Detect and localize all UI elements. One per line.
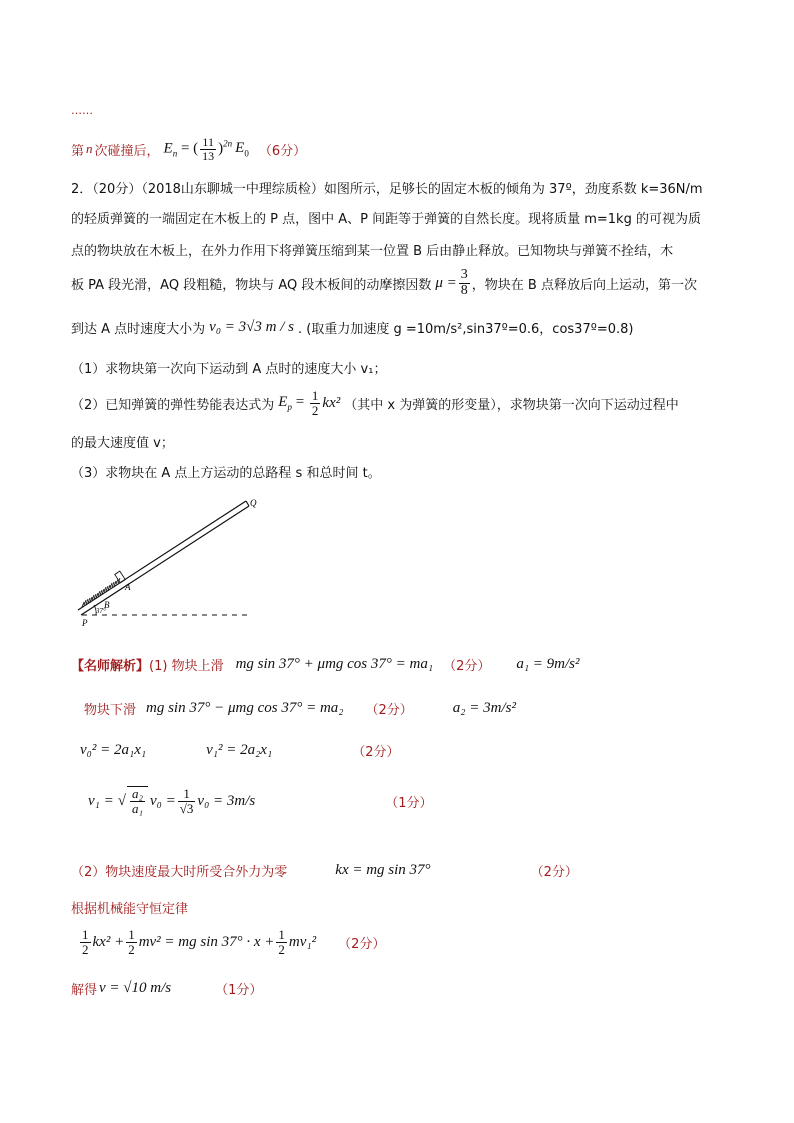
mu-formula: μ = bbox=[435, 274, 457, 291]
n-var: n bbox=[86, 141, 93, 156]
label-a: A bbox=[125, 582, 131, 592]
s2-score: （2分） bbox=[365, 702, 413, 718]
s2-eq: mg sin 37° − μmg cos 37° = ma₂ bbox=[146, 699, 344, 716]
s3-score: （2分） bbox=[352, 744, 400, 760]
problem-line-3: 点的物块放在木板上，在外力作用下将弹簧压缩到某一位置 B 后由静止释放。已知物块与弹簧不拴结，木 bbox=[71, 244, 674, 259]
score-6: （6分） bbox=[258, 143, 307, 159]
p2-score: （2分） bbox=[530, 864, 578, 880]
s3-eq1: v₀² = 2a₁x₁ bbox=[80, 741, 147, 758]
question-1: （1）求物块第一次向下运动到 A 点时的速度大小 v₁； bbox=[71, 362, 387, 377]
ellipsis: …… bbox=[71, 104, 93, 117]
problem-line-1: 2．（20分）（2018山东聊城一中理综质检）如图所示，足够长的固定木板的倾角为 37º，劲度系数 k=36N/m bbox=[71, 182, 703, 197]
s1-label: (1) 物块上滑 bbox=[149, 658, 224, 674]
s1-score: （2分） bbox=[443, 658, 491, 674]
v-result: v = √10 m/s bbox=[99, 979, 172, 996]
solution-line-4: v₁ = √ $\frac{\text{a₂}}{\text{a₁}}$ v₀ = $\frac{1}{√3}$ v₀ = 3m/s （1分） bbox=[88, 785, 433, 816]
s4-score: （1分） bbox=[385, 795, 433, 811]
energy-equation: $\frac{1}{2}$ kx² + $\frac{1}{2}$ mv² = mg sin 37° · x + $\frac{1}{2}$ mv₁² （2分） bbox=[82, 926, 386, 957]
label-p: P bbox=[82, 618, 88, 628]
p2-eq: kx = mg sin 37° bbox=[335, 861, 431, 878]
mu-fraction: $\frac{3}{8}$ bbox=[460, 266, 468, 298]
problem-line-5: 到达 A 点时速度大小为 v₀ = 3√3 m / s . (取重力加速度 g =10m/s²,sin37º=0.6，cos37º=0.8) bbox=[71, 319, 634, 337]
v0-formula: v₀ = 3√3 m / s bbox=[209, 319, 294, 335]
question-3: （3）求物块在 A 点上方运动的总路程 s 和总时间 t。 bbox=[71, 466, 381, 481]
part2-line bbox=[71, 858, 578, 882]
block bbox=[115, 571, 125, 583]
question-2-cont: 的最大速度值 v； bbox=[71, 436, 174, 451]
final-score: （1分） bbox=[215, 982, 263, 998]
p2-law: 根据机械能守恒定律 bbox=[71, 902, 189, 917]
final-result: 解得 v = √10 m/s （1分） bbox=[71, 979, 263, 998]
energy-result-line bbox=[71, 135, 306, 163]
problem-line-2: 的轻质弹簧的一端固定在木板上的 P 点，图中 A、P 间距等于弹簧的自然长度。现将质量 m=1kg 的可视为质 bbox=[71, 212, 701, 227]
solution-line-3 bbox=[80, 738, 399, 762]
problem-line-4: 板 PA 段光滑，AQ 段粗糙，物块与 AQ 段木板间的动摩擦因数 μ = $\frac{3}{8}$ ，物块在 B 点释放后向上运动，第一次 bbox=[71, 266, 697, 298]
label-b: B bbox=[104, 600, 110, 610]
incline-figure bbox=[70, 492, 270, 632]
text-mid: 次碰撞后， bbox=[94, 143, 160, 159]
p2-label: （2）物块速度最大时所受合外力为零 bbox=[71, 864, 288, 880]
s1-eq: mg sin 37° + μmg cos 37° = ma₁ bbox=[235, 655, 434, 672]
wooden-board bbox=[78, 501, 249, 615]
energy-eq-score: （2分） bbox=[338, 936, 386, 952]
s1-result: a₁ = 9m/s² bbox=[516, 655, 580, 672]
formula-en: $E_n$ = ( $\frac{11}{13}$ )$^{2n}$ $E_0$ bbox=[163, 134, 249, 163]
question-2: （2）已知弹簧的弹性势能表达式为 $E_p$ = $\frac{1}{2}$ kx² （其中 x 为弹簧的形变量），求物块第一次向下运动过程中 bbox=[71, 387, 679, 418]
solution-line-2 bbox=[84, 696, 516, 720]
solution-line-1 bbox=[71, 652, 580, 676]
s2-label: 物块下滑 bbox=[84, 702, 137, 718]
solution-title: 【名师解析】 bbox=[71, 658, 150, 674]
ep-formula: $E_p$ = bbox=[278, 394, 308, 412]
text-prefix: 第 bbox=[71, 143, 85, 159]
label-angle: 37° bbox=[96, 607, 106, 615]
label-q: Q bbox=[250, 498, 257, 508]
s2-result: a₂ = 3m/s² bbox=[452, 699, 516, 716]
s3-eq2: v₁² = 2a₂x₁ bbox=[206, 741, 273, 758]
